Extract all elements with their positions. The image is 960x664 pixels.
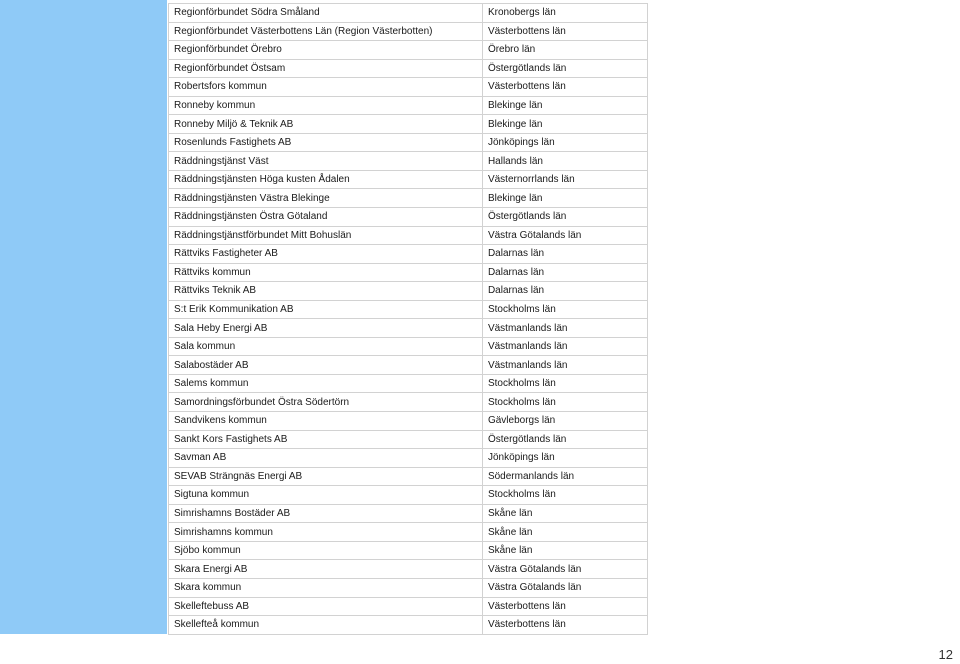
organization-name-cell: Simrishamns kommun <box>169 523 483 542</box>
organization-name-cell: Sala kommun <box>169 337 483 356</box>
organization-name-cell: Räddningstjänsten Östra Götaland <box>169 208 483 227</box>
county-cell: Kronobergs län <box>482 4 647 23</box>
county-cell: Dalarnas län <box>482 282 647 301</box>
table-row <box>169 300 648 319</box>
organization-name-cell: Sigtuna kommun <box>169 486 483 505</box>
county-cell: Skåne län <box>482 541 647 560</box>
county-cell: Skåne län <box>482 523 647 542</box>
county-cell: Södermanlands län <box>482 467 647 486</box>
county-cell: Skåne län <box>482 504 647 523</box>
table-row <box>169 541 648 560</box>
table-row <box>169 4 648 23</box>
organization-name-cell: Salems kommun <box>169 374 483 393</box>
county-cell: Västerbottens län <box>482 78 647 97</box>
table-row <box>169 282 648 301</box>
county-cell: Gävleborgs län <box>482 412 647 431</box>
county-cell: Östergötlands län <box>482 430 647 449</box>
organization-name-cell: SEVAB Strängnäs Energi AB <box>169 467 483 486</box>
table-row <box>169 245 648 264</box>
organization-table <box>168 3 648 635</box>
table-row <box>169 430 648 449</box>
county-cell: Västernorrlands län <box>482 170 647 189</box>
table-row <box>169 449 648 468</box>
county-cell: Västmanlands län <box>482 356 647 375</box>
organization-name-cell: Regionförbundet Örebro <box>169 41 483 60</box>
organization-name-cell: Ronneby Miljö & Teknik AB <box>169 115 483 134</box>
county-cell: Stockholms län <box>482 393 647 412</box>
table-row <box>169 189 648 208</box>
county-cell: Östergötlands län <box>482 208 647 227</box>
table-row <box>169 393 648 412</box>
county-cell: Västerbottens län <box>482 616 647 635</box>
organization-name-cell: Salabostäder AB <box>169 356 483 375</box>
organization-name-cell: Savman AB <box>169 449 483 468</box>
table-row <box>169 263 648 282</box>
county-cell: Västerbottens län <box>482 22 647 41</box>
county-cell: Stockholms län <box>482 300 647 319</box>
organization-name-cell: Ronneby kommun <box>169 96 483 115</box>
table-row <box>169 504 648 523</box>
county-cell: Västra Götalands län <box>482 578 647 597</box>
county-cell: Västra Götalands län <box>482 560 647 579</box>
county-cell: Jönköpings län <box>482 449 647 468</box>
organization-name-cell: Räddningstjänsten Höga kusten Ådalen <box>169 170 483 189</box>
county-cell: Blekinge län <box>482 115 647 134</box>
organization-name-cell: Skellefteå kommun <box>169 616 483 635</box>
table-row <box>169 208 648 227</box>
county-cell: Östergötlands län <box>482 59 647 78</box>
organization-name-cell: Rättviks Fastigheter AB <box>169 245 483 264</box>
organization-name-cell: Rättviks Teknik AB <box>169 282 483 301</box>
table-row <box>169 133 648 152</box>
table-row <box>169 486 648 505</box>
table-row <box>169 560 648 579</box>
table-row <box>169 226 648 245</box>
county-cell: Stockholms län <box>482 486 647 505</box>
county-cell: Örebro län <box>482 41 647 60</box>
county-cell: Västra Götalands län <box>482 226 647 245</box>
county-cell: Blekinge län <box>482 96 647 115</box>
organization-name-cell: Sankt Kors Fastighets AB <box>169 430 483 449</box>
county-cell: Västmanlands län <box>482 319 647 338</box>
table-row <box>169 467 648 486</box>
county-cell: Dalarnas län <box>482 263 647 282</box>
table-row <box>169 41 648 60</box>
table-row <box>169 170 648 189</box>
organization-name-cell: Räddningstjänsten Västra Blekinge <box>169 189 483 208</box>
organization-name-cell: Regionförbundet Västerbottens Län (Region Västerbotten) <box>169 22 483 41</box>
county-cell: Västerbottens län <box>482 597 647 616</box>
page-number: 12 <box>938 647 953 662</box>
organization-name-cell: Sandvikens kommun <box>169 412 483 431</box>
county-cell: Stockholms län <box>482 374 647 393</box>
table-row <box>169 374 648 393</box>
county-cell: Hallands län <box>482 152 647 171</box>
table-row <box>169 337 648 356</box>
table-row <box>169 319 648 338</box>
organization-name-cell: Skara kommun <box>169 578 483 597</box>
table-row <box>169 59 648 78</box>
side-color-strip <box>0 0 167 634</box>
table-body <box>169 4 648 635</box>
organization-name-cell: Skelleftebuss AB <box>169 597 483 616</box>
table-row <box>169 597 648 616</box>
organization-name-cell: Regionförbundet Östsam <box>169 59 483 78</box>
organization-name-cell: Sjöbo kommun <box>169 541 483 560</box>
organization-name-cell: Sala Heby Energi AB <box>169 319 483 338</box>
table-row <box>169 356 648 375</box>
organization-name-cell: Rättviks kommun <box>169 263 483 282</box>
organization-name-cell: S:t Erik Kommunikation AB <box>169 300 483 319</box>
table-row <box>169 523 648 542</box>
organization-name-cell: Skara Energi AB <box>169 560 483 579</box>
county-cell: Jönköpings län <box>482 133 647 152</box>
table-row <box>169 96 648 115</box>
organization-name-cell: Samordningsförbundet Östra Södertörn <box>169 393 483 412</box>
table-row <box>169 115 648 134</box>
county-cell: Västmanlands län <box>482 337 647 356</box>
table-row <box>169 78 648 97</box>
organization-name-cell: Rosenlunds Fastighets AB <box>169 133 483 152</box>
county-cell: Blekinge län <box>482 189 647 208</box>
organization-name-cell: Regionförbundet Södra Småland <box>169 4 483 23</box>
organization-name-cell: Robertsfors kommun <box>169 78 483 97</box>
table-row <box>169 578 648 597</box>
table-row <box>169 412 648 431</box>
county-cell: Dalarnas län <box>482 245 647 264</box>
table-row <box>169 616 648 635</box>
table-row <box>169 22 648 41</box>
organization-name-cell: Simrishamns Bostäder AB <box>169 504 483 523</box>
table-row <box>169 152 648 171</box>
organization-name-cell: Räddningstjänstförbundet Mitt Bohuslän <box>169 226 483 245</box>
organization-name-cell: Räddningstjänst Väst <box>169 152 483 171</box>
